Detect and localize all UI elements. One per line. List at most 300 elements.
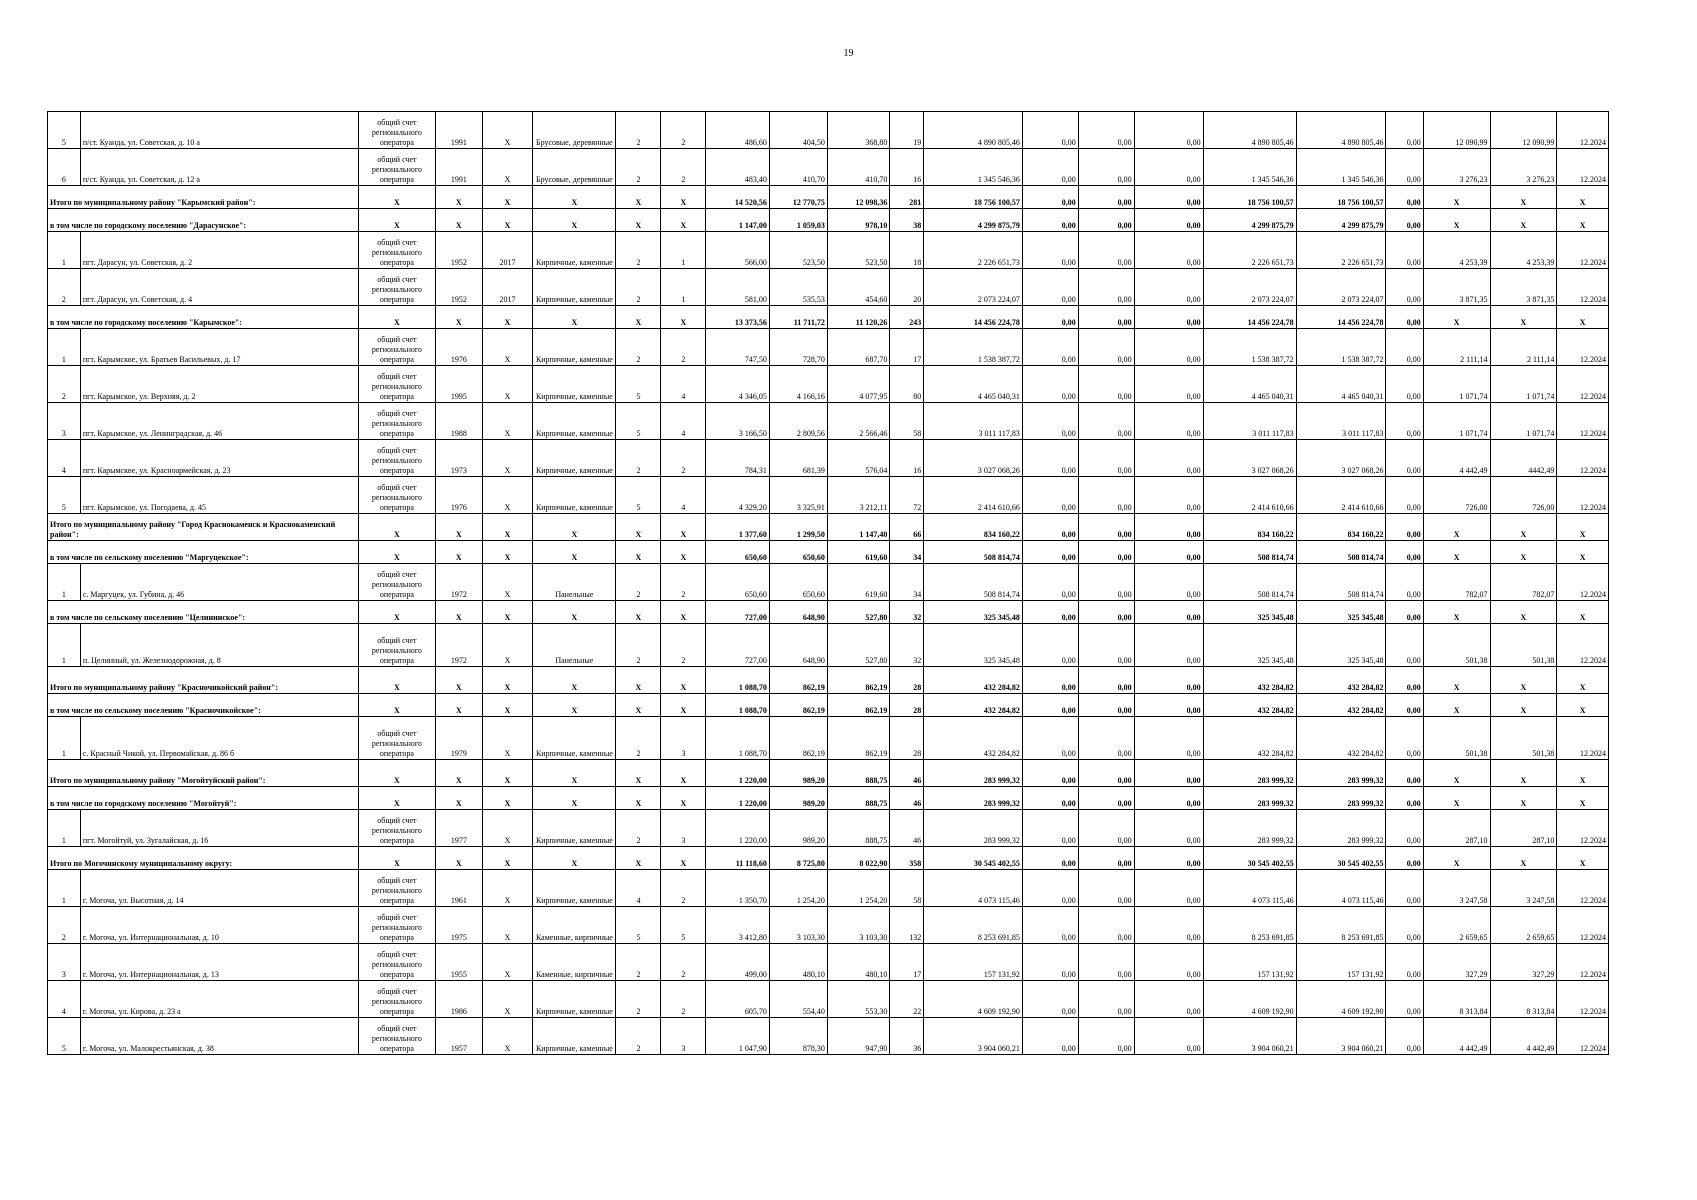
regional-budget-cell: 0,00 <box>1078 847 1134 870</box>
unit-cost-cell: X <box>1423 667 1490 694</box>
owners-funds-cell: 508 814,74 <box>1203 564 1296 601</box>
floors-cell: 2 <box>616 717 661 760</box>
owners-funds-cell: 283 999,32 <box>1203 787 1296 810</box>
owners-funds-cell: 325 345,48 <box>1203 601 1296 624</box>
regional-budget-cell: 0,00 <box>1078 329 1134 366</box>
unit-limit-cell: X <box>1490 514 1557 541</box>
entrances-cell: 2 <box>661 440 706 477</box>
floors-cell: X <box>616 694 661 717</box>
funding-method-cell: X <box>359 186 436 209</box>
row-number: 4 <box>48 440 81 477</box>
local-budget-cell: 0,00 <box>1134 981 1203 1018</box>
local-budget-cell: 0,00 <box>1134 810 1203 847</box>
local-budget-cell: 0,00 <box>1134 232 1203 269</box>
deadline-cell: X <box>1557 847 1609 870</box>
floors-cell: 5 <box>616 403 661 440</box>
living-area-cell: 728,70 <box>769 329 827 366</box>
subtotal-row <box>48 306 1609 329</box>
table-row <box>48 1018 1609 1055</box>
deadline-cell: X <box>1557 306 1609 329</box>
floors-cell: 2 <box>616 564 661 601</box>
residents-cell: 66 <box>890 514 924 541</box>
subtotal-label: в том числе по сельскому поселению "Маргуцекское": <box>48 541 359 564</box>
federal-fund-cell: 0,00 <box>1022 564 1078 601</box>
row-number: 1 <box>48 564 81 601</box>
entrances-cell: 2 <box>661 981 706 1018</box>
year-overhaul-cell: X <box>482 403 532 440</box>
federal-fund-cell: 0,00 <box>1022 694 1078 717</box>
federal-fund-cell: 0,00 <box>1022 149 1078 186</box>
residents-cell: 58 <box>890 870 924 907</box>
funding-method-cell: общий счет регионального оператора <box>359 477 436 514</box>
unit-limit-cell: X <box>1490 847 1557 870</box>
year-built-cell: X <box>435 667 482 694</box>
total-area-cell: 1 047,90 <box>706 1018 770 1055</box>
regional-budget-cell: 0,00 <box>1078 541 1134 564</box>
deadline-cell: 12.2024 <box>1557 810 1609 847</box>
unit-cost-cell: 2 111,14 <box>1423 329 1490 366</box>
total-cost-cell: 2 226 651,73 <box>924 232 1023 269</box>
subtotal-row <box>48 209 1609 232</box>
floors-cell: 5 <box>616 477 661 514</box>
floors-cell: X <box>616 209 661 232</box>
floors-cell: 2 <box>616 232 661 269</box>
entrances-cell: X <box>661 541 706 564</box>
local-budget-cell: 0,00 <box>1134 667 1203 694</box>
owners-funds-balance-cell: 325 345,48 <box>1296 601 1386 624</box>
funding-method-cell: общий счет регионального оператора <box>359 907 436 944</box>
local-budget-cell: 0,00 <box>1134 1018 1203 1055</box>
deadline-cell: 12.2024 <box>1557 981 1609 1018</box>
deadline-cell: 12.2024 <box>1557 944 1609 981</box>
owners-funds-balance-cell: 3 011 117,83 <box>1296 403 1386 440</box>
living-area-cell: 989,20 <box>769 760 827 787</box>
funding-method-cell: общий счет регионального оператора <box>359 269 436 306</box>
other-funds-cell: 0,00 <box>1386 787 1423 810</box>
owners-funds-cell: 4 609 192,90 <box>1203 981 1296 1018</box>
entrances-cell: X <box>661 694 706 717</box>
total-area-cell: 4 346,05 <box>706 366 770 403</box>
owners-funds-balance-cell: 8 253 691,85 <box>1296 907 1386 944</box>
funding-method-cell: общий счет регионального оператора <box>359 329 436 366</box>
subtotal-label: Итого по Могочинскому муниципальному округу: <box>48 847 359 870</box>
funding-method-cell: X <box>359 787 436 810</box>
total-cost-cell: 30 545 402,55 <box>924 847 1023 870</box>
page-number: 19 <box>843 48 854 59</box>
total-cost-cell: 325 345,48 <box>924 601 1023 624</box>
total-cost-cell: 4 073 115,46 <box>924 870 1023 907</box>
subtotal-label: Итого по муниципальному району "Могойтуйский район": <box>48 760 359 787</box>
regional-budget-cell: 0,00 <box>1078 787 1134 810</box>
wall-material-cell: Каменные, кирпичные <box>533 907 616 944</box>
table-row <box>48 624 1609 667</box>
wall-material-cell: Брусовые, деревянные <box>533 149 616 186</box>
owners-funds-balance-cell: 4 073 115,46 <box>1296 870 1386 907</box>
unit-limit-cell: X <box>1490 186 1557 209</box>
funding-method-cell: общий счет регионального оператора <box>359 112 436 149</box>
local-budget-cell: 0,00 <box>1134 329 1203 366</box>
year-built-cell: 1955 <box>435 944 482 981</box>
unit-cost-cell: X <box>1423 787 1490 810</box>
regional-budget-cell: 0,00 <box>1078 601 1134 624</box>
owners-funds-cell: 283 999,32 <box>1203 810 1296 847</box>
total-area-cell: 650,60 <box>706 541 770 564</box>
residential-area-cell: 12 098,36 <box>827 186 889 209</box>
other-funds-cell: 0,00 <box>1386 847 1423 870</box>
federal-fund-cell: 0,00 <box>1022 810 1078 847</box>
row-number: 1 <box>48 232 81 269</box>
deadline-cell: X <box>1557 541 1609 564</box>
unit-limit-cell: 1 071,74 <box>1490 403 1557 440</box>
floors-cell: 4 <box>616 870 661 907</box>
deadline-cell: X <box>1557 694 1609 717</box>
funding-method-cell: общий счет регионального оператора <box>359 624 436 667</box>
owners-funds-cell: 4 073 115,46 <box>1203 870 1296 907</box>
year-overhaul-cell: X <box>482 601 532 624</box>
year-built-cell: X <box>435 787 482 810</box>
federal-fund-cell: 0,00 <box>1022 601 1078 624</box>
local-budget-cell: 0,00 <box>1134 847 1203 870</box>
year-built-cell: 1977 <box>435 810 482 847</box>
owners-funds-balance-cell: 3 904 060,21 <box>1296 1018 1386 1055</box>
wall-material-cell: X <box>533 306 616 329</box>
deadline-cell: X <box>1557 186 1609 209</box>
residential-area-cell: 4 077,95 <box>827 366 889 403</box>
other-funds-cell: 0,00 <box>1386 870 1423 907</box>
unit-limit-cell: 3 871,35 <box>1490 269 1557 306</box>
living-area-cell: 4 166,16 <box>769 366 827 403</box>
wall-material-cell: Кирпичные, каменные <box>533 403 616 440</box>
owners-funds-cell: 3 011 117,83 <box>1203 403 1296 440</box>
local-budget-cell: 0,00 <box>1134 269 1203 306</box>
owners-funds-cell: 157 131,92 <box>1203 944 1296 981</box>
wall-material-cell: X <box>533 760 616 787</box>
table-row <box>48 403 1609 440</box>
regional-budget-cell: 0,00 <box>1078 269 1134 306</box>
total-area-cell: 1 350,70 <box>706 870 770 907</box>
owners-funds-balance-cell: 508 814,74 <box>1296 564 1386 601</box>
living-area-cell: 648,90 <box>769 624 827 667</box>
federal-fund-cell: 0,00 <box>1022 717 1078 760</box>
address-cell: пгт. Дарасун, ул. Советская, д. 2 <box>80 232 358 269</box>
federal-fund-cell: 0,00 <box>1022 329 1078 366</box>
local-budget-cell: 0,00 <box>1134 403 1203 440</box>
other-funds-cell: 0,00 <box>1386 564 1423 601</box>
other-funds-cell: 0,00 <box>1386 477 1423 514</box>
owners-funds-balance-cell: 432 284,82 <box>1296 667 1386 694</box>
funding-method-cell: общий счет регионального оператора <box>359 366 436 403</box>
owners-funds-cell: 834 160,22 <box>1203 514 1296 541</box>
regional-budget-cell: 0,00 <box>1078 694 1134 717</box>
funding-method-cell: общий счет регионального оператора <box>359 403 436 440</box>
wall-material-cell: Кирпичные, каменные <box>533 981 616 1018</box>
federal-fund-cell: 0,00 <box>1022 209 1078 232</box>
unit-limit-cell: 2 111,14 <box>1490 329 1557 366</box>
residents-cell: 132 <box>890 907 924 944</box>
year-overhaul-cell: X <box>482 209 532 232</box>
unit-limit-cell: 4 442,49 <box>1490 1018 1557 1055</box>
funding-method-cell: X <box>359 694 436 717</box>
wall-material-cell: Кирпичные, каменные <box>533 269 616 306</box>
address-cell: пгт. Карымское, ул. Братьев Васильевых, д. 17 <box>80 329 358 366</box>
address-cell: пгт. Дарасун, ул. Советская, д. 4 <box>80 269 358 306</box>
regional-budget-cell: 0,00 <box>1078 810 1134 847</box>
federal-fund-cell: 0,00 <box>1022 403 1078 440</box>
unit-limit-cell: X <box>1490 601 1557 624</box>
table-row <box>48 810 1609 847</box>
living-area-cell: 878,30 <box>769 1018 827 1055</box>
total-area-cell: 4 329,20 <box>706 477 770 514</box>
owners-funds-cell: 1 345 546,36 <box>1203 149 1296 186</box>
federal-fund-cell: 0,00 <box>1022 624 1078 667</box>
wall-material-cell: Кирпичные, каменные <box>533 1018 616 1055</box>
residents-cell: 28 <box>890 717 924 760</box>
unit-cost-cell: X <box>1423 209 1490 232</box>
table-row <box>48 269 1609 306</box>
funding-method-cell: общий счет регионального оператора <box>359 810 436 847</box>
regional-budget-cell: 0,00 <box>1078 112 1134 149</box>
wall-material-cell: X <box>533 601 616 624</box>
wall-material-cell: Панельные <box>533 564 616 601</box>
address-cell: пгт. Могойтуй, ул. Зугалайская, д. 16 <box>80 810 358 847</box>
wall-material-cell: X <box>533 541 616 564</box>
other-funds-cell: 0,00 <box>1386 760 1423 787</box>
year-overhaul-cell: X <box>482 306 532 329</box>
other-funds-cell: 0,00 <box>1386 717 1423 760</box>
residential-area-cell: 8 022,90 <box>827 847 889 870</box>
year-overhaul-cell: X <box>482 440 532 477</box>
local-budget-cell: 0,00 <box>1134 907 1203 944</box>
regional-budget-cell: 0,00 <box>1078 477 1134 514</box>
total-cost-cell: 157 131,92 <box>924 944 1023 981</box>
residential-area-cell: 862,19 <box>827 717 889 760</box>
unit-limit-cell: 501,38 <box>1490 717 1557 760</box>
deadline-cell: X <box>1557 760 1609 787</box>
local-budget-cell: 0,00 <box>1134 694 1203 717</box>
unit-limit-cell: X <box>1490 667 1557 694</box>
subtotal-label: Итого по муниципальному району "Город Краснокаменск и Краснокаменский район": <box>48 514 359 541</box>
unit-limit-cell: 3 247,58 <box>1490 870 1557 907</box>
year-overhaul-cell: X <box>482 810 532 847</box>
address-cell: г. Могоча, ул. Высотная, д. 14 <box>80 870 358 907</box>
owners-funds-balance-cell: 4 465 040,31 <box>1296 366 1386 403</box>
year-overhaul-cell: X <box>482 907 532 944</box>
entrances-cell: X <box>661 847 706 870</box>
unit-cost-cell: 3 276,23 <box>1423 149 1490 186</box>
owners-funds-cell: 2 414 610,66 <box>1203 477 1296 514</box>
living-area-cell: 681,39 <box>769 440 827 477</box>
owners-funds-cell: 3 027 068,26 <box>1203 440 1296 477</box>
other-funds-cell: 0,00 <box>1386 601 1423 624</box>
funding-method-cell: общий счет регионального оператора <box>359 564 436 601</box>
year-built-cell: 1976 <box>435 329 482 366</box>
total-area-cell: 747,50 <box>706 329 770 366</box>
owners-funds-balance-cell: 283 999,32 <box>1296 810 1386 847</box>
floors-cell: 2 <box>616 981 661 1018</box>
address-cell: г. Могоча, ул. Интернациональная, д. 13 <box>80 944 358 981</box>
residents-cell: 18 <box>890 232 924 269</box>
year-built-cell: X <box>435 541 482 564</box>
wall-material-cell: Каменные, кирпичные <box>533 944 616 981</box>
other-funds-cell: 0,00 <box>1386 403 1423 440</box>
unit-limit-cell: 726,00 <box>1490 477 1557 514</box>
year-overhaul-cell: X <box>482 694 532 717</box>
address-cell: пгт. Карымское, ул. Верхняя, д. 2 <box>80 366 358 403</box>
wall-material-cell: X <box>533 186 616 209</box>
residential-area-cell: 687,70 <box>827 329 889 366</box>
unit-cost-cell: 726,00 <box>1423 477 1490 514</box>
total-cost-cell: 2 414 610,66 <box>924 477 1023 514</box>
unit-limit-cell: 2 659,65 <box>1490 907 1557 944</box>
funding-method-cell: X <box>359 667 436 694</box>
address-cell: г. Могоча, ул. Интернациональная, д. 10 <box>80 907 358 944</box>
funding-method-cell: X <box>359 601 436 624</box>
row-number: 5 <box>48 1018 81 1055</box>
owners-funds-balance-cell: 157 131,92 <box>1296 944 1386 981</box>
federal-fund-cell: 0,00 <box>1022 514 1078 541</box>
entrances-cell: 5 <box>661 907 706 944</box>
total-cost-cell: 4 465 040,31 <box>924 366 1023 403</box>
total-area-cell: 727,00 <box>706 624 770 667</box>
wall-material-cell: Кирпичные, каменные <box>533 717 616 760</box>
unit-limit-cell: X <box>1490 209 1557 232</box>
owners-funds-cell: 2 073 224,07 <box>1203 269 1296 306</box>
regional-budget-cell: 0,00 <box>1078 870 1134 907</box>
unit-limit-cell: 327,29 <box>1490 944 1557 981</box>
year-overhaul-cell: X <box>482 870 532 907</box>
residents-cell: 72 <box>890 477 924 514</box>
total-cost-cell: 4 299 875,79 <box>924 209 1023 232</box>
residential-area-cell: 3 103,30 <box>827 907 889 944</box>
total-cost-cell: 14 456 224,78 <box>924 306 1023 329</box>
living-area-cell: 3 325,91 <box>769 477 827 514</box>
owners-funds-cell: 2 226 651,73 <box>1203 232 1296 269</box>
living-area-cell: 523,50 <box>769 232 827 269</box>
federal-fund-cell: 0,00 <box>1022 847 1078 870</box>
entrances-cell: X <box>661 186 706 209</box>
other-funds-cell: 0,00 <box>1386 541 1423 564</box>
year-built-cell: 1972 <box>435 624 482 667</box>
federal-fund-cell: 0,00 <box>1022 907 1078 944</box>
unit-cost-cell: 8 313,84 <box>1423 981 1490 1018</box>
unit-cost-cell: 4 253,39 <box>1423 232 1490 269</box>
living-area-cell: 535,53 <box>769 269 827 306</box>
floors-cell: 5 <box>616 366 661 403</box>
other-funds-cell: 0,00 <box>1386 209 1423 232</box>
owners-funds-balance-cell: 14 456 224,78 <box>1296 306 1386 329</box>
living-area-cell: 3 103,30 <box>769 907 827 944</box>
owners-funds-balance-cell: 2 226 651,73 <box>1296 232 1386 269</box>
year-built-cell: X <box>435 186 482 209</box>
federal-fund-cell: 0,00 <box>1022 760 1078 787</box>
other-funds-cell: 0,00 <box>1386 306 1423 329</box>
owners-funds-cell: 18 756 100,57 <box>1203 186 1296 209</box>
residents-cell: 28 <box>890 667 924 694</box>
wall-material-cell: Кирпичные, каменные <box>533 329 616 366</box>
regional-budget-cell: 0,00 <box>1078 440 1134 477</box>
owners-funds-balance-cell: 2 073 224,07 <box>1296 269 1386 306</box>
owners-funds-balance-cell: 508 814,74 <box>1296 541 1386 564</box>
residents-cell: 16 <box>890 149 924 186</box>
local-budget-cell: 0,00 <box>1134 149 1203 186</box>
living-area-cell: 480,10 <box>769 944 827 981</box>
subtotal-row <box>48 514 1609 541</box>
entrances-cell: 2 <box>661 870 706 907</box>
total-area-cell: 650,60 <box>706 564 770 601</box>
residents-cell: 34 <box>890 541 924 564</box>
funding-method-cell: X <box>359 306 436 329</box>
other-funds-cell: 0,00 <box>1386 667 1423 694</box>
wall-material-cell: Кирпичные, каменные <box>533 440 616 477</box>
wall-material-cell: X <box>533 514 616 541</box>
total-area-cell: 3 166,50 <box>706 403 770 440</box>
total-area-cell: 3 412,80 <box>706 907 770 944</box>
living-area-cell: 2 809,56 <box>769 403 827 440</box>
table-row <box>48 717 1609 760</box>
entrances-cell: 2 <box>661 329 706 366</box>
unit-limit-cell: 4442,49 <box>1490 440 1557 477</box>
total-area-cell: 1 220,00 <box>706 760 770 787</box>
entrances-cell: 2 <box>661 149 706 186</box>
unit-cost-cell: X <box>1423 186 1490 209</box>
regional-budget-cell: 0,00 <box>1078 149 1134 186</box>
regional-budget-cell: 0,00 <box>1078 209 1134 232</box>
year-overhaul-cell: X <box>482 514 532 541</box>
address-cell: пгт. Карымское, ул. Красноармейская, д. 23 <box>80 440 358 477</box>
residents-cell: 28 <box>890 694 924 717</box>
year-built-cell: X <box>435 209 482 232</box>
regional-budget-cell: 0,00 <box>1078 624 1134 667</box>
unit-cost-cell: X <box>1423 514 1490 541</box>
unit-cost-cell: 4 442,49 <box>1423 440 1490 477</box>
deadline-cell: 12.2024 <box>1557 717 1609 760</box>
unit-cost-cell: 287,10 <box>1423 810 1490 847</box>
owners-funds-balance-cell: 30 545 402,55 <box>1296 847 1386 870</box>
total-cost-cell: 834 160,22 <box>924 514 1023 541</box>
table-row <box>48 981 1609 1018</box>
row-number: 1 <box>48 329 81 366</box>
address-cell: п. Целинный, ул. Железнодорожная, д. 8 <box>80 624 358 667</box>
residents-cell: 46 <box>890 760 924 787</box>
unit-cost-cell: X <box>1423 601 1490 624</box>
unit-limit-cell: X <box>1490 787 1557 810</box>
total-cost-cell: 18 756 100,57 <box>924 186 1023 209</box>
regional-budget-cell: 0,00 <box>1078 667 1134 694</box>
entrances-cell: X <box>661 787 706 810</box>
residential-area-cell: 576,04 <box>827 440 889 477</box>
unit-limit-cell: 287,10 <box>1490 810 1557 847</box>
residential-area-cell: 862,19 <box>827 694 889 717</box>
floors-cell: 2 <box>616 944 661 981</box>
entrances-cell: X <box>661 601 706 624</box>
regional-budget-cell: 0,00 <box>1078 186 1134 209</box>
federal-fund-cell: 0,00 <box>1022 981 1078 1018</box>
living-area-cell: 404,50 <box>769 112 827 149</box>
regional-budget-cell: 0,00 <box>1078 306 1134 329</box>
funding-method-cell: общий счет регионального оператора <box>359 717 436 760</box>
deadline-cell: X <box>1557 601 1609 624</box>
row-number: 2 <box>48 366 81 403</box>
unit-cost-cell: 501,38 <box>1423 717 1490 760</box>
unit-limit-cell: 3 276,23 <box>1490 149 1557 186</box>
year-overhaul-cell: X <box>482 944 532 981</box>
deadline-cell: X <box>1557 667 1609 694</box>
year-built-cell: X <box>435 601 482 624</box>
other-funds-cell: 0,00 <box>1386 1018 1423 1055</box>
local-budget-cell: 0,00 <box>1134 514 1203 541</box>
deadline-cell: 12.2024 <box>1557 870 1609 907</box>
deadline-cell: 12.2024 <box>1557 564 1609 601</box>
